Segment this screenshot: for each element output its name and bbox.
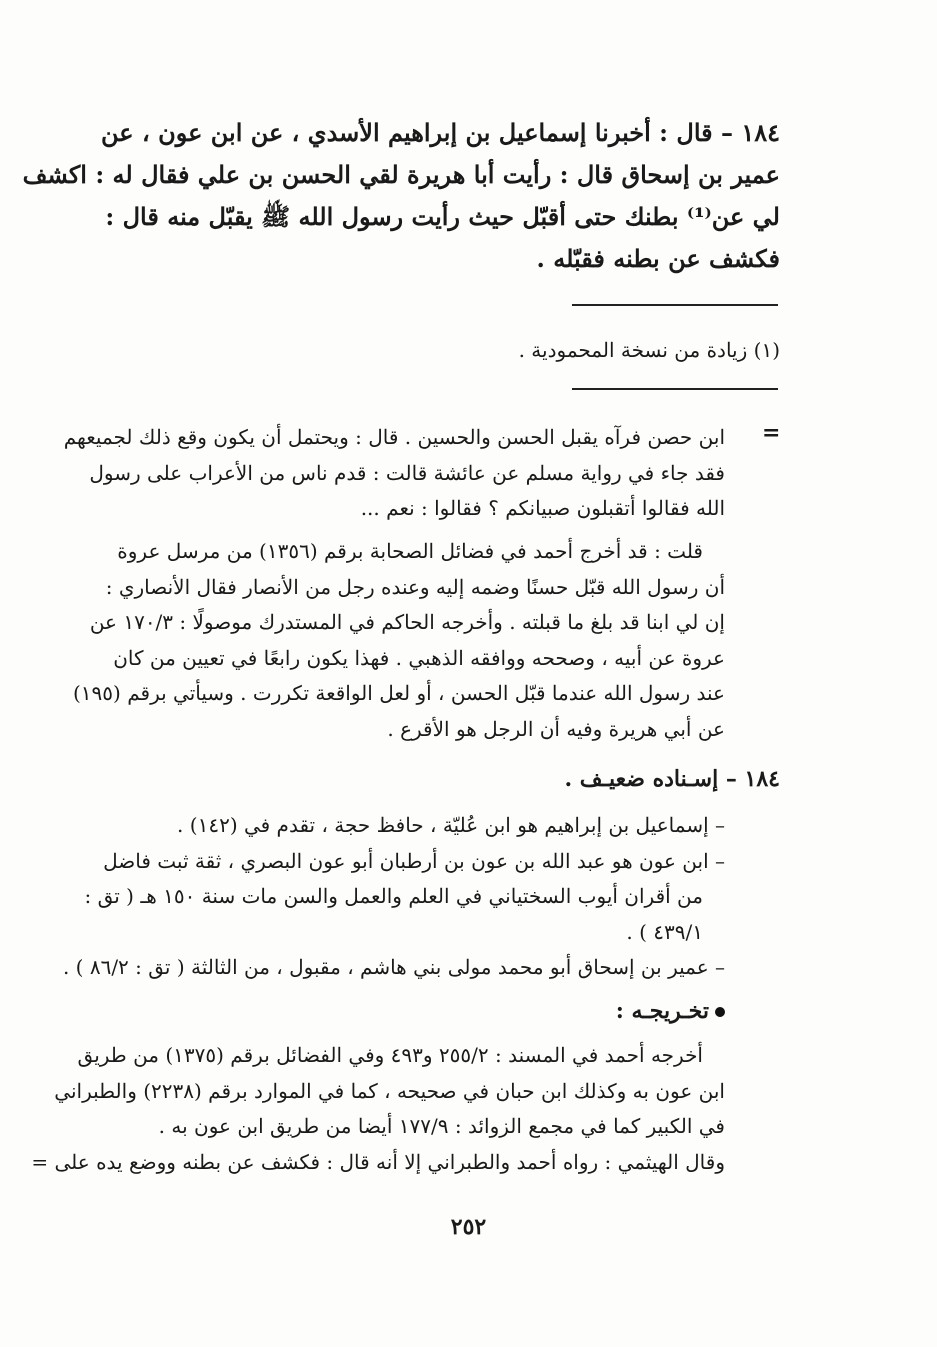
continuation-mark: = (762, 420, 781, 446)
commentary-line: عند رسول الله عندما قبّل الحسن ، أو لعل الواقعة تكررت . وسيأتي برقم (١٩٥) (72, 681, 725, 705)
commentary-paragraph-2 (72, 534, 725, 747)
footnote (100, 333, 780, 367)
page-number: ٢٥٢ (450, 1214, 487, 1240)
footnote-1: (١) زيادة من نسخة المحمودية . (518, 338, 780, 362)
commentary-line: ابن حصن فرآه يقبل الحسن والحسين . قال : ويحتمل أن يكون وقع ذلك لجميعهم (63, 425, 725, 449)
takhrij-text (31, 1038, 725, 1180)
commentary-line: إن لي ابنا قد بلغ ما قبلته . وأخرجه الحاكم في المستدرك موصولًا : ١٧٠/٣ عن (89, 610, 725, 634)
narrator-item: – إسماعيل بن إبراهيم هو ابن عُليّة ، حافظ حجة ، تقدم في (١٤٢) . (177, 813, 725, 837)
narrators-list (62, 808, 725, 986)
takhrij-line: أخرجه أحمد في المسند : ٢٥٥/٢ و٤٩٣ وفي الفضائل برقم (١٣٧٥) من طريق (77, 1043, 703, 1067)
hadith-line-3: لي عن⁽¹⁾ بطنك حتى أقبّل حيث رأيت رسول الله ﷺ يقبّل منه قال : (105, 202, 780, 231)
hadith-text (22, 112, 780, 280)
hadith-line-1: ١٨٤ – قال : أخبرنا إسماعيل بن إبراهيم الأسدي ، عن ابن عون ، عن (101, 118, 780, 147)
narrator-item: – عمير بن إسحاق أبو محمد مولى بني هاشم ، مقبول ، من الثالثة ( تق : ٨٦/٢ ) . (62, 955, 725, 979)
narrator-item: من أقران أيوب السختياني في العلم والعمل والسن مات سنة ١٥٠ هـ ( تق : (84, 884, 703, 908)
hadith-line-4: فكشف عن بطنه فقبّله . (536, 244, 780, 273)
takhrij-line: ابن عون به وكذلك ابن حبان في صحيحه ، كما في الموارد برقم (٢٢٣٨) والطبراني (54, 1078, 725, 1103)
commentary-paragraph-1 (63, 420, 725, 527)
commentary-line: الله فقالوا أتقبلون صبيانكم ؟ فقالوا : نعم ... (360, 496, 725, 520)
bullet-icon (715, 1007, 725, 1017)
commentary-line: أن رسول الله قبّل حسنًا وضمه إليه وعنده رجل من الأنصار فقال الأنصاري : (105, 574, 725, 599)
commentary-line: عروة عن أبيه ، وصححه ووافقه الذهبي . فهذا يكون رابعًا في تعيين من كان (113, 645, 725, 670)
narrator-item: ٤٣٩/١ ) . (626, 919, 703, 944)
commentary-separator (572, 388, 778, 390)
isnad-heading: ١٨٤ – إسـناده ضعيـف . (564, 766, 780, 792)
footnote-separator (572, 304, 778, 306)
takhrij-line: في الكبير كما في مجمع الزوائد : ١٧٧/٩ أيضا من طريق ابن عون به . (158, 1114, 725, 1138)
commentary-line: عن أبي هريرة وفيه أن الرجل هو الأقرع . (387, 716, 725, 741)
takhrij-line: وقال الهيثمي : رواه أحمد والطبراني إلا أنه قال : فكشف عن بطنه ووضع يده على = (31, 1149, 725, 1174)
commentary-line: فقد جاء في رواية مسلم عن عائشة قالت : قدم ناس من الأعراب على رسول (89, 460, 725, 485)
commentary-line: قلت : قد أخرج أحمد في فضائل الصحابة برقم (١٣٥٦) من مرسل عروة (117, 539, 703, 563)
narrator-item: – ابن عون هو عبد الله بن عون بن أرطبان أبو عون البصري ، ثقة ثبت فاضل (103, 848, 725, 873)
hadith-line-2: عمير بن إسحاق قال : رأيت أبا هريرة لقي الحسن بن علي فقال له : اكشف (22, 160, 780, 189)
hadith-number: ١٨٤ (741, 118, 780, 147)
takhrij-heading: تخـريجـه : (100, 994, 725, 1028)
